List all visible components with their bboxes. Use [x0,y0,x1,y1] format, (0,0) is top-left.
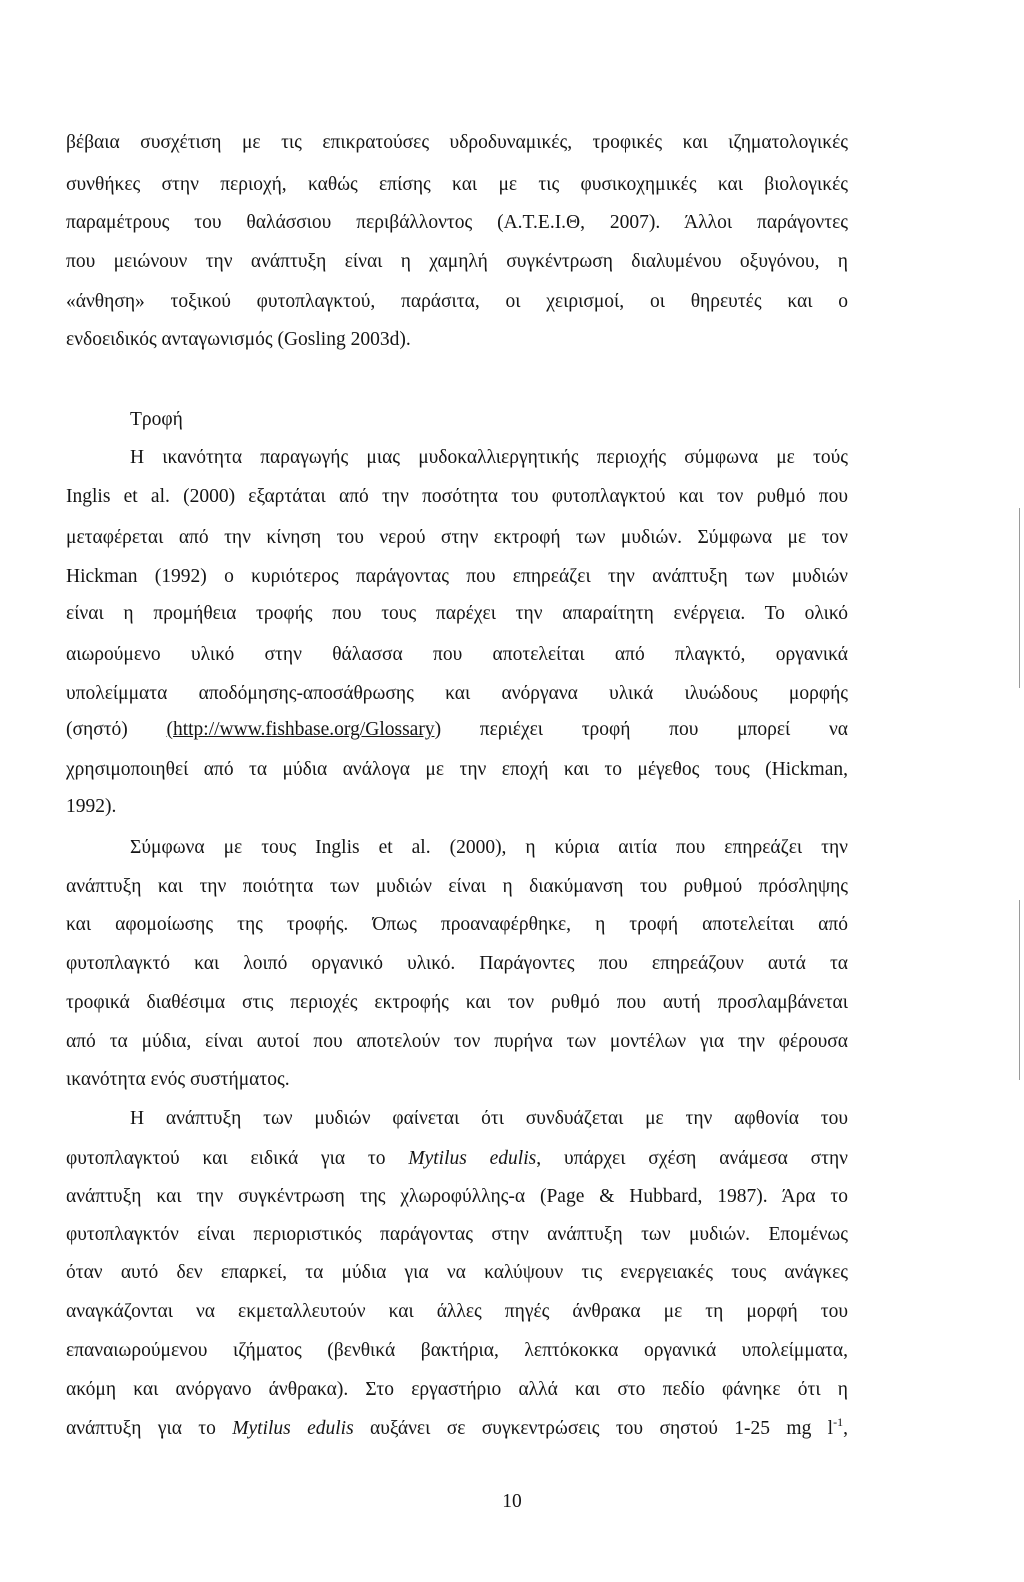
species-name: Mytilus edulis [408,1148,537,1169]
text-line: «άνθηση» τοξικού φυτοπλαγκτού, παράσιτα, οι χειρισμοί, οι θηρευτές και ο [66,291,848,312]
text-line: και αφομοίωσης της τροφής. Όπως προαναφέρθηκε, η τροφή αποτελείται από [66,914,848,935]
text-span: (σηστό) [66,719,167,740]
text-line: βέβαια συσχέτιση με τις επικρατούσες υδροδυναμικές, τροφικές και ιζηματολογικές [66,132,848,153]
text-span: , [843,1418,848,1439]
text-line: Σύμφωνα με τους Inglis et al. (2000), η κύρια αιτία που επηρεάζει την [130,837,848,858]
text-span: αυξάνει σε συγκεντρώσεις του σηστού 1-25 mg l [353,1418,834,1439]
scan-edge-mark [1019,900,1020,1080]
text-line: Inglis et al. (2000) εξαρτάται από την ποσότητα του φυτοπλαγκτού και τον ρυθμό που [66,486,848,507]
text-line: ανάπτυξη και την ποιότητα των μυδιών είναι η διακύμανση του ρυθμού πρόσληψης [66,876,848,897]
text-line: είναι η προμήθεια τροφής που τους παρέχει την απαραίτητη ενέργεια. Το ολικό [66,603,848,624]
text-line: 1992). [66,796,117,817]
page-number: 10 [502,1491,522,1512]
text-span: ανάπτυξη για το [66,1418,233,1439]
text-line: τροφικά διαθέσιμα στις περιοχές εκτροφής και τον ρυθμό που αυτή προσλαμβάνεται [66,992,848,1013]
text-line: αιωρούμενο υλικό στην θάλασσα που αποτελείται από πλαγκτό, οργανικά [66,644,848,665]
text-line: Η ικανότητα παραγωγής μιας μυδοκαλλιεργητικής περιοχής σύμφωνα με τούς [130,447,848,468]
text-line: συνθήκες στην περιοχή, καθώς επίσης και με τις φυσικοχημικές και βιολογικές [66,174,848,195]
text-line [66,1415,848,1443]
text-line: μεταφέρεται από την κίνηση του νερού στην εκτροφή των μυδιών. Σύμφωνα με τον [66,527,848,548]
text-line: αναγκάζονται να εκμεταλλευτούν και άλλες πηγές άνθρακα με τη μορφή του [66,1301,848,1322]
text-line: ανάπτυξη και την συγκέντρωση της χλωροφύλλης-α (Page & Hubbard, 1987). Άρα το [66,1186,848,1207]
text-line: παραμέτρους του θαλάσσιου περιβάλλοντος (Α.Τ.Ε.Ι.Θ, 2007). Άλλοι παράγοντες [66,212,848,233]
text-line: Hickman (1992) ο κυριότερος παράγοντας που επηρεάζει την ανάπτυξη των μυδιών [66,566,848,587]
superscript: -1 [833,1415,844,1429]
text-line [66,716,848,744]
text-line: χρησιμοποιηθεί από τα μύδια ανάλογα με την εποχή και το μέγεθος τους (Hickman, [66,759,848,780]
text-line: ικανότητα ενός συστήματος. [66,1069,290,1090]
text-line: όταν αυτό δεν επαρκεί, τα μύδια για να καλύψουν τις ενεργειακές τους ανάγκες [66,1262,848,1283]
text-line [66,1145,848,1173]
section-heading: Τροφή [130,409,183,430]
text-line: φυτοπλαγκτό και λοιπό οργανικό υλικό. Παράγοντες που επηρεάζουν αυτά τα [66,953,848,974]
text-line: από τα μύδια, είναι αυτοί που αποτελούν τον πυρήνα των μοντέλων για την φέρουσα [66,1031,848,1052]
text-line: ακόμη και ανόργανο άνθρακα). Στο εργαστήριο αλλά και στο πεδίο φάνηκε ότι η [66,1379,848,1400]
fishbase-glossary-link[interactable]: (http://www.fishbase.org/Glossary [166,719,435,740]
text-line: που μειώνουν την ανάπτυξη είναι η χαμηλή συγκέντρωση διαλυμένου οξυγόνου, η [66,251,848,272]
text-span: ) περιέχει τροφή που μπορεί να [434,719,848,740]
text-line: φυτοπλαγκτόν είναι περιοριστικός παράγοντας στην ανάπτυξη των μυδιών. Επομένως [66,1224,848,1245]
text-line: υπολείμματα αποδόμησης-αποσάθρωσης και ανόργανα υλικά ιλυώδους μορφής [66,683,848,704]
text-line: ενδοειδικός ανταγωνισμός (Gosling 2003d). [66,329,411,350]
text-line: επαναιωρούμενου ιζήματος (βενθικά βακτήρια, λεπτόκοκκα οργανικά υπολείμματα, [66,1340,848,1361]
scan-edge-mark [1019,508,1020,688]
text-span: , υπάρχει σχέση ανάμεσα στην [536,1148,848,1169]
text-span: φυτοπλαγκτού και ειδικά για το [66,1148,409,1169]
text-line: Η ανάπτυξη των μυδιών φαίνεται ότι συνδυάζεται με την αφθονία του [130,1108,848,1129]
species-name: Mytilus edulis [232,1418,354,1439]
